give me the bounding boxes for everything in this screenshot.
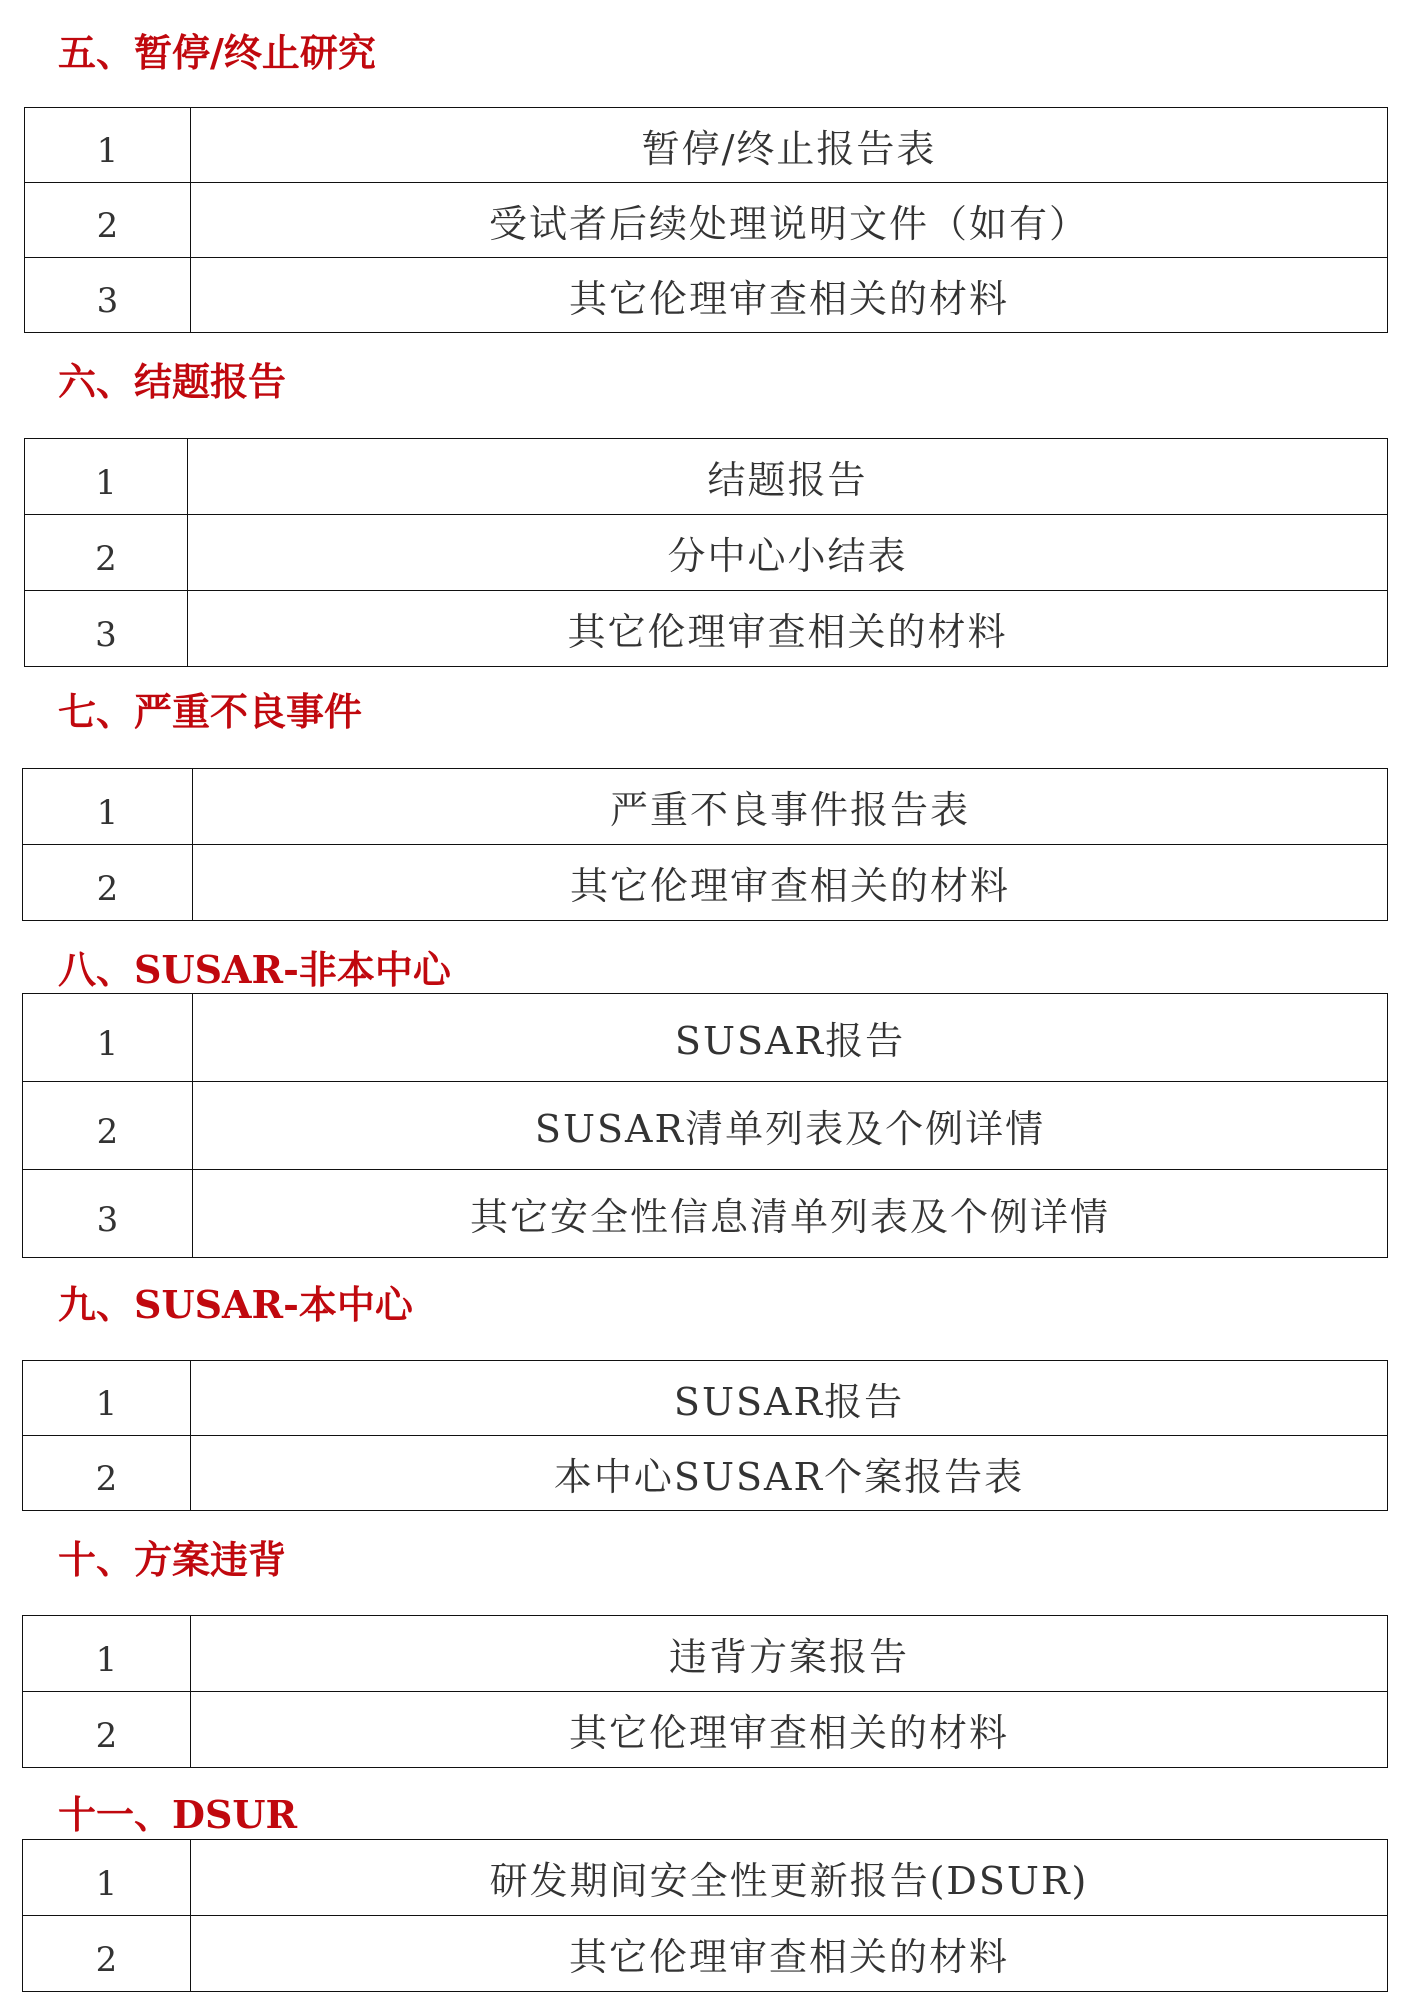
row-item: SUSAR报告 bbox=[193, 994, 1388, 1082]
row-number: 1 bbox=[23, 1361, 191, 1436]
row-item: 严重不良事件报告表 bbox=[193, 769, 1388, 845]
row-number: 1 bbox=[25, 108, 191, 183]
row-number: 1 bbox=[23, 1840, 191, 1916]
row-number: 2 bbox=[23, 1082, 193, 1170]
row-number: 1 bbox=[23, 769, 193, 845]
document-table bbox=[22, 768, 1388, 921]
table-row bbox=[23, 1840, 1388, 1916]
row-item: 其它伦理审查相关的材料 bbox=[191, 258, 1388, 333]
table-row bbox=[25, 591, 1388, 667]
table-row bbox=[23, 1916, 1388, 1992]
section-title: 十一、DSUR bbox=[58, 1792, 298, 1837]
section-title: 十、方案违背 bbox=[58, 1537, 287, 1582]
row-item: 本中心SUSAR个案报告表 bbox=[191, 1436, 1388, 1511]
document-table bbox=[24, 107, 1388, 333]
row-item: 其它伦理审查相关的材料 bbox=[191, 1692, 1388, 1768]
table-row bbox=[25, 439, 1388, 515]
row-item: 违背方案报告 bbox=[191, 1616, 1388, 1692]
table-row bbox=[25, 258, 1388, 333]
table-row bbox=[23, 1082, 1388, 1170]
row-item: 受试者后续处理说明文件（如有） bbox=[191, 183, 1388, 258]
section-title: 七、严重不良事件 bbox=[58, 689, 363, 734]
table-row bbox=[23, 1692, 1388, 1768]
row-number: 1 bbox=[25, 439, 188, 515]
table-row bbox=[25, 515, 1388, 591]
row-item: 其它伦理审查相关的材料 bbox=[188, 591, 1388, 667]
row-item: 分中心小结表 bbox=[188, 515, 1388, 591]
row-number: 2 bbox=[23, 845, 193, 921]
row-number: 3 bbox=[23, 1170, 193, 1258]
row-item: SUSAR清单列表及个例详情 bbox=[193, 1082, 1388, 1170]
section-title: 六、结题报告 bbox=[58, 359, 287, 404]
table-row bbox=[23, 769, 1388, 845]
row-item: 结题报告 bbox=[188, 439, 1388, 515]
row-number: 1 bbox=[23, 994, 193, 1082]
table-row bbox=[23, 1361, 1388, 1436]
row-number: 1 bbox=[23, 1616, 191, 1692]
row-number: 2 bbox=[23, 1916, 191, 1992]
row-item: SUSAR报告 bbox=[191, 1361, 1388, 1436]
section-title: 八、SUSAR-非本中心 bbox=[58, 947, 451, 992]
table-row bbox=[23, 1170, 1388, 1258]
table-row bbox=[23, 845, 1388, 921]
document-table bbox=[22, 1615, 1388, 1768]
document-table bbox=[22, 993, 1388, 1258]
table-row bbox=[23, 1436, 1388, 1511]
row-item: 研发期间安全性更新报告(DSUR) bbox=[191, 1840, 1388, 1916]
row-item: 其它安全性信息清单列表及个例详情 bbox=[193, 1170, 1388, 1258]
document-table bbox=[22, 1360, 1388, 1511]
table-row bbox=[25, 108, 1388, 183]
row-number: 2 bbox=[23, 1436, 191, 1511]
row-number: 2 bbox=[23, 1692, 191, 1768]
row-number: 3 bbox=[25, 591, 188, 667]
row-item: 其它伦理审查相关的材料 bbox=[191, 1916, 1388, 1992]
document-table bbox=[22, 1839, 1388, 1992]
table-row bbox=[23, 1616, 1388, 1692]
section-title: 五、暂停/终止研究 bbox=[58, 30, 376, 75]
document-table bbox=[24, 438, 1388, 667]
row-item: 其它伦理审查相关的材料 bbox=[193, 845, 1388, 921]
table-row bbox=[23, 994, 1388, 1082]
row-number: 2 bbox=[25, 183, 191, 258]
row-number: 2 bbox=[25, 515, 188, 591]
table-row bbox=[25, 183, 1388, 258]
section-title: 九、SUSAR-本中心 bbox=[58, 1282, 413, 1327]
row-item: 暂停/终止报告表 bbox=[191, 108, 1388, 183]
row-number: 3 bbox=[25, 258, 191, 333]
